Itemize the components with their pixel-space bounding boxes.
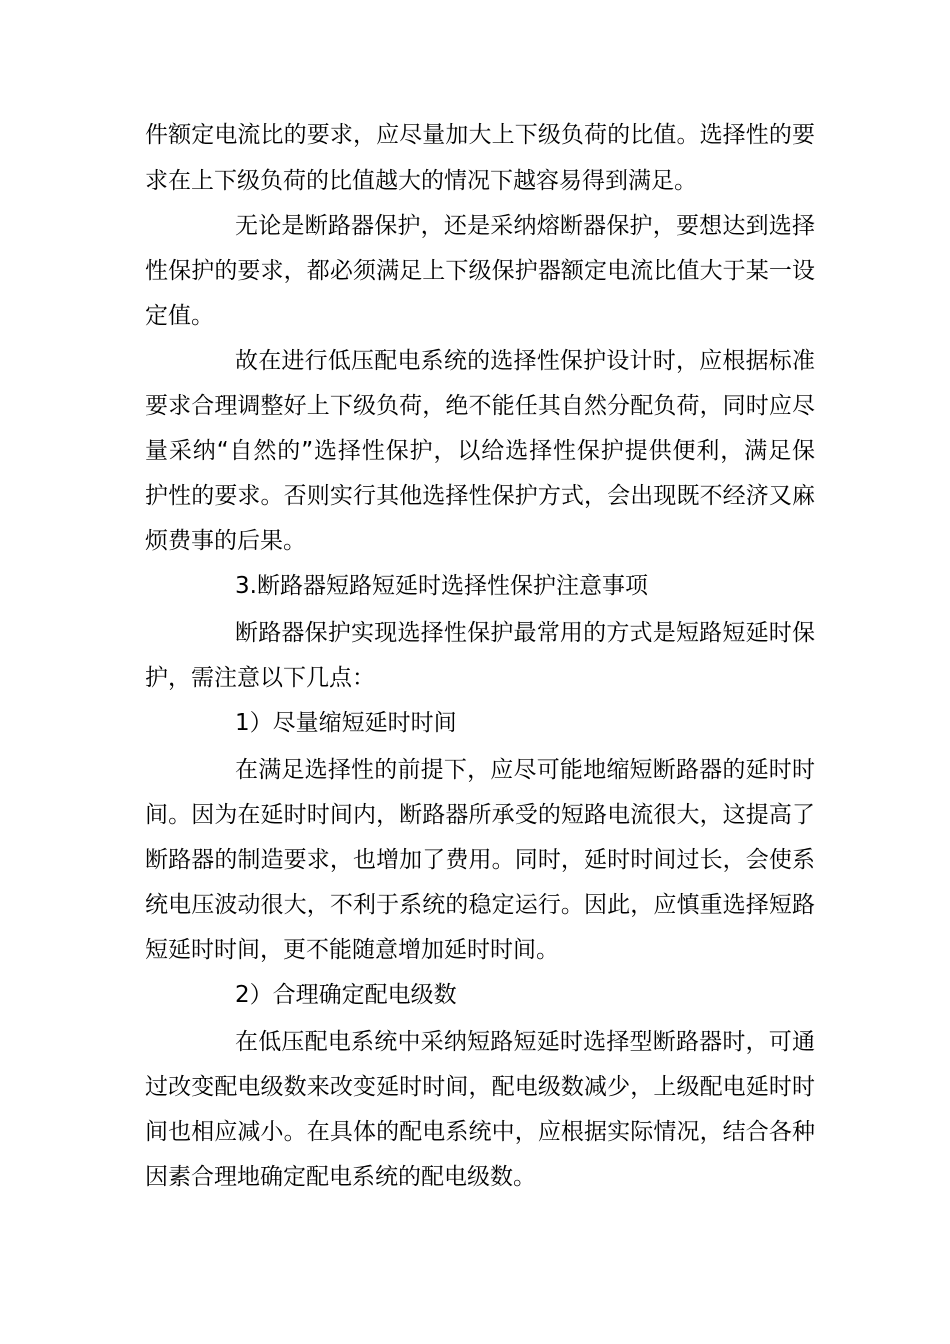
paragraph-line: 断路器保护实现选择性保护最常用的方式是短路短延时保	[235, 620, 815, 646]
paragraph-line: 要求合理调整好上下级负荷，绝不能任其自然分配负荷，同时应尽	[145, 393, 815, 419]
paragraph-line: 定值。	[145, 303, 214, 329]
paragraph-line: 烦费事的后果。	[145, 528, 306, 554]
paragraph-line: 无论是断路器保护，还是采纳熔断器保护，要想达到选择	[235, 213, 815, 239]
paragraph-line: 短延时时间，更不能随意增加延时时间。	[145, 937, 559, 963]
paragraph-line: 护，需注意以下几点：	[145, 665, 375, 691]
subsection-heading: 2）合理确定配电级数	[235, 982, 457, 1008]
paragraph-line: 在低压配电系统中采纳短路短延时选择型断路器时，可通	[235, 1029, 815, 1055]
paragraph-line: 统电压波动很大，不利于系统的稳定运行。因此，应慎重选择短路	[145, 892, 815, 918]
paragraph-line: 间也相应减小。在具体的配电系统中，应根据实际情况，结合各种	[145, 1119, 815, 1145]
paragraph-line: 断路器的制造要求，也增加了费用。同时，延时时间过长，会使系	[145, 847, 815, 873]
paragraph-line: 在满足选择性的前提下，应尽可能地缩短断路器的延时时	[235, 757, 815, 783]
paragraph-line: 因素合理地确定配电系统的配电级数。	[145, 1164, 536, 1190]
paragraph-line: 求在上下级负荷的比值越大的情况下越容易得到满足。	[145, 168, 697, 194]
paragraph-line: 间。因为在延时时间内，断路器所承受的短路电流很大，这提高了	[145, 802, 815, 828]
paragraph-line: 过改变配电级数来改变延时时间，配电级数减少，上级配电延时时	[145, 1074, 815, 1100]
section-heading: 3.断路器短路短延时选择性保护注意事项	[235, 573, 648, 599]
paragraph-line: 件额定电流比的要求，应尽量加大上下级负荷的比值。选择性的要	[145, 122, 815, 148]
paragraph-line: 性保护的要求，都必须满足上下级保护器额定电流比值大于某一设	[145, 258, 815, 284]
paragraph-line: 故在进行低压配电系统的选择性保护设计时，应根据标准	[235, 348, 815, 374]
paragraph-line: 护性的要求。否则实行其他选择性保护方式，会出现既不经济又麻	[145, 483, 815, 509]
subsection-heading: 1）尽量缩短延时时间	[235, 710, 457, 736]
paragraph-line: 量采纳“自然的”选择性保护，以给选择性保护提供便利，满足保	[145, 438, 815, 464]
